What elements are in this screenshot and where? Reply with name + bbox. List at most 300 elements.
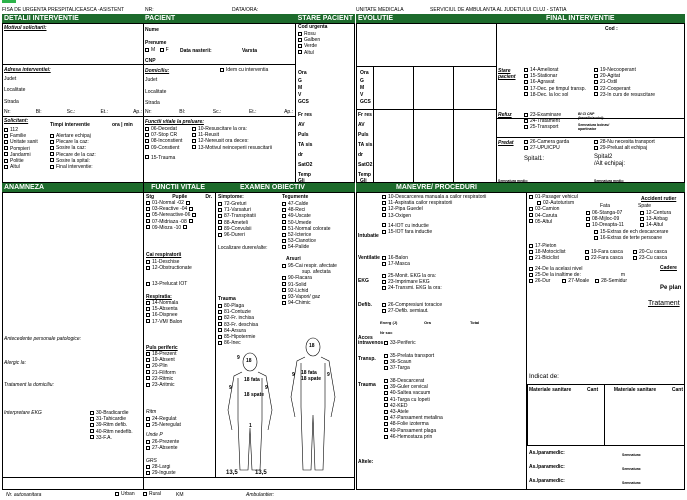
divider xyxy=(143,64,295,65)
puls-option[interactable]: 18-Prezent xyxy=(146,351,176,357)
alt-echipaj-label: /Alt echipaj: xyxy=(594,161,626,167)
pupile-list xyxy=(146,200,198,231)
preluare-option[interactable]: 07-Stop CR xyxy=(145,132,182,138)
simptome-label: Simptome: xyxy=(218,194,244,200)
arsuri-label: Arsuri xyxy=(286,256,301,262)
timpi-option[interactable]: Plecare la caz: xyxy=(50,139,96,145)
pupile-option[interactable]: 01-Normal -02 xyxy=(146,200,198,206)
cod-option[interactable]: Galben xyxy=(298,37,320,43)
puls-option[interactable]: 20-Plin xyxy=(146,363,176,369)
accident-option[interactable]: 01-Pasager vehicul xyxy=(529,194,578,200)
acces-label: Acces intravenos xyxy=(358,335,384,346)
arsuri-list xyxy=(282,263,337,306)
alergic-label: Alergic la: xyxy=(4,360,26,366)
prenume-label: Prenume xyxy=(145,40,167,46)
arsuri-option[interactable]: 94-Chimic xyxy=(282,300,337,306)
header-evolutie: EVOLUTIE xyxy=(356,14,496,23)
final-stare-option[interactable]: 21-Ostil xyxy=(594,79,655,85)
localitate-label: Localitate xyxy=(4,87,26,93)
solicitant-option[interactable]: Unitate sanit xyxy=(4,139,38,145)
tegument-option[interactable]: 52-Icterice xyxy=(282,232,331,238)
casca-option[interactable]: 23-Cu casca xyxy=(633,255,667,261)
pozitie-option[interactable]: 06-Stanga-07 xyxy=(586,210,624,216)
cai-list xyxy=(146,259,192,288)
trauma-option[interactable]: 85-Hipotermie xyxy=(218,334,258,340)
ekg-manevra-option[interactable]: 25-Monit. EKG la ora: xyxy=(382,273,442,279)
arsuri-option[interactable]: 93-Vapori/ gaz xyxy=(282,294,337,300)
manevra-option[interactable]: 11-Aspiratia cailor respiratorii xyxy=(382,200,486,206)
ekg-option[interactable]: 39-Ritm defib. xyxy=(90,422,133,428)
urban-checkbox[interactable]: Urban xyxy=(115,491,135,497)
table-header-row: Materiale sanitare Cant Materiale sanitare Cant xyxy=(529,387,683,393)
pacient-localitate-label: Localitate xyxy=(145,89,167,95)
header-detalii: DETALII INTERVENTIE xyxy=(2,14,143,23)
tegument-option[interactable]: 48-Reci xyxy=(282,207,331,213)
divider xyxy=(143,23,144,490)
solicitant-option[interactable]: Familie xyxy=(4,133,38,139)
paramedic-3-label: As./paramedic: xyxy=(529,478,565,484)
pacient-strada-label: Strada xyxy=(145,100,160,106)
preluare-left-list xyxy=(145,126,182,161)
ora-energ-label: Ora xyxy=(424,320,431,325)
spital2-label: Spital2 xyxy=(594,154,613,160)
accident-right xyxy=(640,210,671,229)
nr-field[interactable]: Nr: xyxy=(145,109,152,115)
solicitant-option[interactable]: Politie xyxy=(4,158,38,164)
cod-option[interactable]: Altul xyxy=(298,50,320,56)
final-stare-option[interactable]: 18-Dec. la loc sol xyxy=(524,92,586,98)
ritm-option[interactable]: 25-Neregulat xyxy=(146,422,181,428)
cai-respiratorii-label: Cai respiratorii xyxy=(146,252,182,258)
stare-ora-label: Ora xyxy=(298,70,307,76)
cadere-option[interactable]: 25-De la inaltime de: m xyxy=(529,272,627,278)
manevra-option[interactable]: 12-Pipa Guedel xyxy=(382,206,486,212)
bi-ci-label: BI CI CNP (beneficiarului): xyxy=(578,112,605,120)
cod-urgenta-list xyxy=(298,31,320,56)
stare-gcs: G M V GCS xyxy=(298,78,309,105)
bl-field[interactable]: Bl: xyxy=(179,109,186,115)
accident-option[interactable]: 05-Altul xyxy=(529,219,578,225)
et-field[interactable]: Et.: xyxy=(248,109,257,115)
ekg-option[interactable]: 33-F.A. xyxy=(90,435,133,441)
data-ora-label: DATA/ORA: xyxy=(232,7,259,13)
km-label: KM xyxy=(176,492,184,498)
semnatura-bolnav-label: Semnatura bolnav/ apartinator xyxy=(578,123,610,131)
final-stare-option[interactable]: 14-Ameliorat xyxy=(524,67,586,73)
tegumente-label: Tegumente xyxy=(282,194,309,200)
body-front-leg-left: 13,5 xyxy=(226,470,238,476)
trauma-manevra-option[interactable]: 49-Pansament plaga xyxy=(384,428,443,434)
defib-option[interactable]: 27-Defib. semiaut. xyxy=(382,308,442,314)
body-front-spate: 18 spate xyxy=(244,392,265,398)
transp-list xyxy=(384,353,434,372)
puls-periferic-label: Puls periferic xyxy=(146,345,178,351)
trauma-option[interactable]: 84-Arsura xyxy=(218,328,258,334)
predat-option[interactable]: 27-UPU/CPU xyxy=(524,145,569,151)
trauma-manevre-label: Trauma xyxy=(358,382,376,388)
tratament-label: Tratament xyxy=(648,300,680,307)
accident-option[interactable]: 04-Caruta xyxy=(529,213,578,219)
simptom-option[interactable]: 72-Greturi xyxy=(218,201,256,207)
final-semnatura-medic-2: Semnatura medic: xyxy=(594,179,625,183)
pozitie-option[interactable]: 10-Dreapta-11 xyxy=(586,222,624,228)
unde-option[interactable]: 26-Prezente xyxy=(146,439,179,445)
nr-autosanitara-label: Nr. autosanitara xyxy=(6,492,42,498)
ambulantier-label: Ambulantier: xyxy=(246,492,275,498)
body-front-head: 18 xyxy=(246,358,252,364)
ekg-manevra-option[interactable]: 23-Imprimare EKG xyxy=(382,279,442,285)
defib-option[interactable]: 26-Compresiuni toracice xyxy=(382,302,442,308)
grs-label: GRS xyxy=(146,458,157,464)
et-field[interactable]: Et.: xyxy=(100,109,108,115)
paramedic-2-label: As./paramedic: xyxy=(529,464,565,470)
evolutie-ora-label: Ora xyxy=(360,70,369,76)
sc-field[interactable]: Sc.: xyxy=(66,109,76,115)
energ-label: Energ (J) xyxy=(380,320,398,325)
pupile-option[interactable]: 07-Midriaza -08 xyxy=(146,219,198,225)
ap-field[interactable]: Ap.: xyxy=(284,109,293,115)
manevra-option[interactable]: 13-Oxigen xyxy=(382,213,486,219)
casca-option[interactable]: 20-Cu casca xyxy=(633,249,667,255)
preluare-option[interactable]: 13-Motivul neinceperii resuscitarii xyxy=(192,145,272,151)
interpretare-ekg-label: Interpretare EKG xyxy=(4,410,42,416)
casca-option[interactable]: 22-Fara casca xyxy=(585,255,623,261)
divider xyxy=(496,23,497,183)
trauma-exam-list xyxy=(218,303,258,346)
cu-casca-list xyxy=(633,249,667,261)
pupile-option[interactable]: 05-Nereactive-06 xyxy=(146,212,198,218)
cai-option[interactable]: 11-Deschise xyxy=(146,259,192,265)
accident-mid xyxy=(586,210,624,229)
trauma-option[interactable]: 83-Fr. deschisa xyxy=(218,322,258,328)
transp-option[interactable]: 37-Targa xyxy=(384,365,434,371)
sex-f-checkbox[interactable] xyxy=(160,48,164,52)
cadere-label: Cadere xyxy=(660,265,677,271)
final-semnatura-medic: Semnatura medic: xyxy=(498,179,529,183)
evolutie-gcs: G M V GCS xyxy=(360,78,371,105)
cadere-list xyxy=(529,266,627,285)
serviciul-label: SERVICIUL DE AMBULANTA AL JUDETULUI CLUJ - STATIA xyxy=(430,7,567,13)
trauma-manevra-option[interactable]: 46-Hemostaza prin xyxy=(384,434,443,440)
extras-option[interactable]: 15-Extras de ech descarcerare xyxy=(594,229,668,235)
ekg-interpretare-list xyxy=(90,410,133,441)
solicitant-option[interactable]: Pompieri xyxy=(4,146,38,152)
final-stare-option[interactable]: 22-Cooperant xyxy=(594,86,655,92)
respiratia-option[interactable]: 15-Absenta xyxy=(146,306,182,312)
header-functii: FUNCTII VITALE xyxy=(143,183,215,192)
extras-option[interactable]: 16-Extras de terte persoane xyxy=(594,235,668,241)
predat-option[interactable]: 29-Preluat alt echipaj xyxy=(594,145,655,151)
body-back-spate: 18 spate xyxy=(301,376,322,382)
body-front-arm-right: 9 xyxy=(265,385,268,391)
unitate-label: UNITATE MEDICALA xyxy=(356,7,404,13)
casca-option[interactable]: 19-Fara casca xyxy=(585,249,623,255)
respiratia-list xyxy=(146,300,182,325)
motivul-label: Motivul solicitarii: xyxy=(4,25,47,31)
trauma-manevra-option[interactable]: 38-Descarcerat xyxy=(384,378,443,384)
final-stare-option[interactable]: 20-Agitat xyxy=(594,73,655,79)
ekg-option[interactable]: 30-Bradicardie xyxy=(90,410,133,416)
transp-option[interactable]: 36-Scaun xyxy=(384,359,434,365)
pieton-option[interactable]: 17-Pieton xyxy=(529,243,566,249)
tratament-domiciliu-label: Tratament la domiciliu: xyxy=(4,382,54,388)
protectie-option[interactable]: 12-Centura xyxy=(640,210,671,216)
acces-list xyxy=(384,340,416,346)
antecedente-label: Antecedente personale patologice: xyxy=(4,336,82,342)
timpi-list xyxy=(50,133,96,170)
pupile-header: Stg Pupile Dr. xyxy=(146,194,212,200)
refuz-option[interactable]: 25-Transport xyxy=(524,124,561,130)
nr-soc-label: Nr soc xyxy=(380,330,393,335)
pozitie-option[interactable]: 08-Mijloc-09 xyxy=(586,216,624,222)
functii-preluare-label: Functii vitale la preluare: xyxy=(145,119,204,125)
altele-label: Altele: xyxy=(358,459,374,465)
accident-option[interactable]: 02-Autoturism xyxy=(537,200,578,206)
semnatura-1-label: Semnatura: xyxy=(622,453,642,457)
trauma-option[interactable]: 81-Contuzie xyxy=(218,309,258,315)
trauma-option[interactable]: 80-Plaga xyxy=(218,303,258,309)
predat-option[interactable]: 28-Nu necesita transport xyxy=(594,139,655,145)
arsuri-option[interactable]: 95-Cai respir. afectate xyxy=(282,263,337,269)
semnatura-2-label: Semnatura: xyxy=(622,467,642,471)
unde-p-label: Unde P xyxy=(146,432,163,438)
unde-option[interactable]: 27-Absente xyxy=(146,445,179,451)
trauma-manevra-option[interactable]: 43-Atele xyxy=(384,409,443,415)
arsuri-option[interactable]: 90-Flacara xyxy=(282,275,337,281)
final-stare-option[interactable]: 16-Agravat xyxy=(524,79,586,85)
ritm-label: Ritm xyxy=(146,409,157,415)
ventilatie-label: Ventilatie xyxy=(358,255,380,261)
body-back-head: 18 xyxy=(309,343,315,349)
pe-plan-label: Pe plan xyxy=(660,285,682,291)
puls-option[interactable]: 22-Ritmic xyxy=(146,376,176,382)
divider xyxy=(295,23,296,183)
tegumente-list xyxy=(282,201,331,251)
final-stare-option[interactable]: 19-Necooperant xyxy=(594,67,655,73)
evolutie-params: Fr res AV Puls TA sis dr SatO2 Temp xyxy=(358,112,373,178)
cai-option[interactable]: 12-Obstructionate xyxy=(146,265,192,271)
acces-option[interactable]: 33-Periferic xyxy=(384,340,416,346)
ventilatie-list xyxy=(382,255,410,267)
body-front-groin: 1 xyxy=(249,423,252,429)
preluare-option[interactable]: 12-Nereusit ora deces: xyxy=(192,138,272,144)
trauma-manevre-list xyxy=(384,378,443,440)
cod-option[interactable]: Rosu xyxy=(298,31,320,37)
bl-field[interactable]: Bl: xyxy=(35,109,42,115)
defib-label: Defib. xyxy=(358,302,372,308)
grid-line xyxy=(356,109,496,110)
body-back-arm-right: 9 xyxy=(327,372,330,378)
respiratia-option[interactable]: 14-Normala xyxy=(146,300,182,306)
solicitant-option[interactable]: Altul xyxy=(4,164,38,170)
trauma-manevra-option[interactable]: 40-Saltea vacuum xyxy=(384,390,443,396)
judet-label: Judet xyxy=(4,76,17,82)
nume-label: Nume xyxy=(145,27,159,33)
simptom-option[interactable]: 88-Ameteli xyxy=(218,220,256,226)
refuz-option[interactable]: 24-Tratament xyxy=(524,118,561,124)
trauma-manevra-option[interactable]: 47-Pansament metalina xyxy=(384,415,443,421)
ap-field[interactable]: Ap.: xyxy=(133,109,142,115)
varsta-label: Varsta xyxy=(242,48,258,54)
intubatie-label: Intubatie xyxy=(358,233,379,239)
solicitant-label: Solicitant: xyxy=(4,118,29,124)
pupile-option[interactable]: 09-Mioza -10 xyxy=(146,225,198,231)
simptom-option[interactable]: 87-Transpiratii xyxy=(218,213,256,219)
puls-option[interactable]: 21-Filiform xyxy=(146,370,176,376)
address-nr-row xyxy=(4,109,142,115)
frame-top-right xyxy=(356,23,685,183)
accident-rutier-label: Accident rutier xyxy=(641,196,677,202)
simptome-list xyxy=(218,201,256,238)
timpi-option[interactable]: Alertare echipaj xyxy=(50,133,96,139)
total-label: Total xyxy=(470,320,480,325)
grs-option[interactable]: 28-Largi xyxy=(146,464,176,470)
final-stare-option[interactable]: 15-Stationar xyxy=(524,73,586,79)
grid-line xyxy=(356,66,496,67)
cod-option[interactable]: Verde xyxy=(298,43,320,49)
trauma-manevra-option[interactable]: 41-Targa cu lopeti xyxy=(384,397,443,403)
idem-checkbox[interactable]: Idem cu interventia xyxy=(220,67,268,73)
trauma-manevra-option[interactable]: 48-Folie izoterma xyxy=(384,421,443,427)
defib-list xyxy=(382,302,442,314)
ora-min-label: ora | min xyxy=(112,122,133,128)
ventilatie-option[interactable]: 16-Balon xyxy=(382,255,410,261)
ekg-manevra-option[interactable]: 24-Transmi. EKG la ora: xyxy=(382,285,442,291)
pieton-list xyxy=(529,243,566,262)
respiratia-option[interactable]: 16-Dispnee xyxy=(146,312,182,318)
puls-option[interactable]: 19-Absent xyxy=(146,357,176,363)
pacient-nr-row xyxy=(145,109,293,115)
trauma-exam-label: Trauma xyxy=(218,296,236,302)
grid-line xyxy=(373,66,374,183)
sex-m-checkbox[interactable] xyxy=(145,48,149,52)
grid-line xyxy=(413,66,414,183)
ekg-option[interactable]: 31-Tahicardie xyxy=(90,416,133,422)
final-cod-label: Cod : xyxy=(605,26,618,32)
preluare-option[interactable]: 06-Decedat xyxy=(145,126,182,132)
tegument-option[interactable]: 53-Cianotice xyxy=(282,238,331,244)
preluare-option[interactable]: 09-Constient xyxy=(145,145,182,151)
preluare-option[interactable]: 10-Resuscitare la ora: xyxy=(192,126,272,132)
domiciliu-label: Domiciliu: xyxy=(145,68,170,74)
protectie-option[interactable]: 13-Airbag xyxy=(640,216,671,222)
pupile-option[interactable]: 03-Reactive -04 xyxy=(146,206,198,212)
simptom-option[interactable]: 89-Convulsii xyxy=(218,226,256,232)
body-back-fata: 18 fata xyxy=(301,370,317,376)
cnp-label: CNP xyxy=(145,58,156,64)
trauma-option[interactable]: 82-Fr. inchisa xyxy=(218,315,258,321)
body-front-diagram xyxy=(220,350,280,480)
transp-option[interactable]: 35-Prelata transport xyxy=(384,353,434,359)
solicitant-option[interactable]: Jandarmi xyxy=(4,152,38,158)
tegument-option[interactable]: 54-Palide xyxy=(282,244,331,250)
preluare-option[interactable]: 11-Reusit xyxy=(192,132,272,138)
ritm-option[interactable]: 24-Regulat xyxy=(146,416,181,422)
stare-gli-label: Gli xyxy=(298,178,305,184)
ekg-option[interactable]: 40-Ritm nedefib. xyxy=(90,429,133,435)
timpi-option[interactable]: Sosire la caz: xyxy=(50,145,96,151)
body-extra-9: 9 xyxy=(237,355,240,361)
simptom-option[interactable]: 96-Dureri xyxy=(218,232,256,238)
simptom-option[interactable]: 71-Varsaturi xyxy=(218,207,256,213)
grs-option[interactable]: 29-Inguste xyxy=(146,470,176,476)
indicat-label: Indicat de: xyxy=(529,373,559,380)
manevra-option[interactable]: 15-IOT fara inductie xyxy=(382,229,486,235)
fata-label: Fata xyxy=(600,203,611,209)
trauma-option[interactable]: 86-Inec xyxy=(218,340,258,346)
adresa-label: Adresa interventiei: xyxy=(4,67,51,73)
trauma-manevra-option[interactable]: 39-Guler cervical xyxy=(384,384,443,390)
respiratia-option[interactable]: 17-VM/ Balon xyxy=(146,319,182,325)
arsuri-option[interactable]: 91-Solid xyxy=(282,282,337,288)
pieton-option[interactable]: 18-Motociclist xyxy=(529,249,566,255)
unde-list xyxy=(146,439,179,451)
final-stare-right xyxy=(594,67,655,98)
tegument-option[interactable]: 49-Uscate xyxy=(282,213,331,219)
puls-option[interactable]: 23-Aritmic xyxy=(146,382,176,388)
predat-option[interactable]: 26-Camera garda xyxy=(524,139,569,145)
sc-field[interactable]: Sc.: xyxy=(212,109,222,115)
manevra-option[interactable]: 10-Descarcerea manuala a cailor respiratorii xyxy=(382,194,486,200)
accident-option[interactable]: 03-Camion xyxy=(529,206,578,212)
header-final: FINAL INTERVENTIE xyxy=(496,14,685,23)
tegument-option[interactable]: 47-Calde xyxy=(282,201,331,207)
preluare-option[interactable]: 08-Inconstient xyxy=(145,138,182,144)
timpi-option[interactable]: Final interventie: xyxy=(50,164,96,170)
final-stare-option[interactable]: 17-Dec. pe timpul transp. xyxy=(524,86,586,92)
header-anamneza: ANAMNEZA xyxy=(2,183,143,192)
divider xyxy=(2,116,143,117)
preluare-option[interactable]: 15-Trauma xyxy=(145,155,182,161)
protectie-option[interactable]: 14-Altul xyxy=(640,222,671,228)
respiratia-label: Respiratia: xyxy=(146,294,172,300)
arsuri-option[interactable]: 92-Lichid xyxy=(282,288,337,294)
timpi-option[interactable]: Plecare de la caz: xyxy=(50,152,96,158)
data-nasterii-label: Data nasterii: xyxy=(180,48,212,54)
pieton-option[interactable]: 21-Biciclist xyxy=(529,255,566,261)
timpi-option[interactable]: Sosire la spital: xyxy=(50,158,96,164)
refuz-list xyxy=(524,112,561,131)
body-front-arm-left: 9 xyxy=(229,385,232,391)
spital1-label: Spital1: xyxy=(524,156,545,162)
cadere-option[interactable]: 24-De la acelasi nivel xyxy=(529,266,627,272)
solicitant-list xyxy=(4,127,38,170)
ekg-label: EKG xyxy=(358,278,369,284)
divider xyxy=(215,192,216,477)
solicitant-option[interactable]: 112 xyxy=(4,127,38,133)
final-stare-left xyxy=(524,67,586,98)
header-stare: STARE PACIENT xyxy=(295,14,355,23)
tegument-option[interactable]: 50-Umede xyxy=(282,220,331,226)
grid-line xyxy=(453,66,454,183)
refuz-option[interactable]: 23-Examinare xyxy=(524,112,561,118)
manevra-option[interactable]: 14-IOT cu inductie xyxy=(382,223,486,229)
header-examen: EXAMEN OBIECTIV xyxy=(215,183,355,192)
strada-label: Strada xyxy=(4,99,19,105)
trauma-manevra-option[interactable]: 42-KED xyxy=(384,403,443,409)
cai-option[interactable]: 13-Prelucat IOT xyxy=(146,281,192,287)
nr-field[interactable]: Nr: xyxy=(4,109,11,115)
cadere-option[interactable]: 26-Dur 27-Moale 28-Semidur xyxy=(529,278,627,284)
ritm-list xyxy=(146,416,181,428)
final-stare-option[interactable]: 23-In curs de resuscitare xyxy=(594,92,655,98)
sup-afectata-label: sup. afectata xyxy=(302,269,331,276)
rural-checkbox[interactable]: Rural xyxy=(143,491,161,497)
tegument-option[interactable]: 51-Normal colorate xyxy=(282,226,331,232)
header-manevre: MANEVRE/ PROCEDURI xyxy=(356,183,685,192)
ventilatie-option[interactable]: 17-Masca xyxy=(382,261,410,267)
semnatura-3-label: Semnatura: xyxy=(622,481,642,485)
